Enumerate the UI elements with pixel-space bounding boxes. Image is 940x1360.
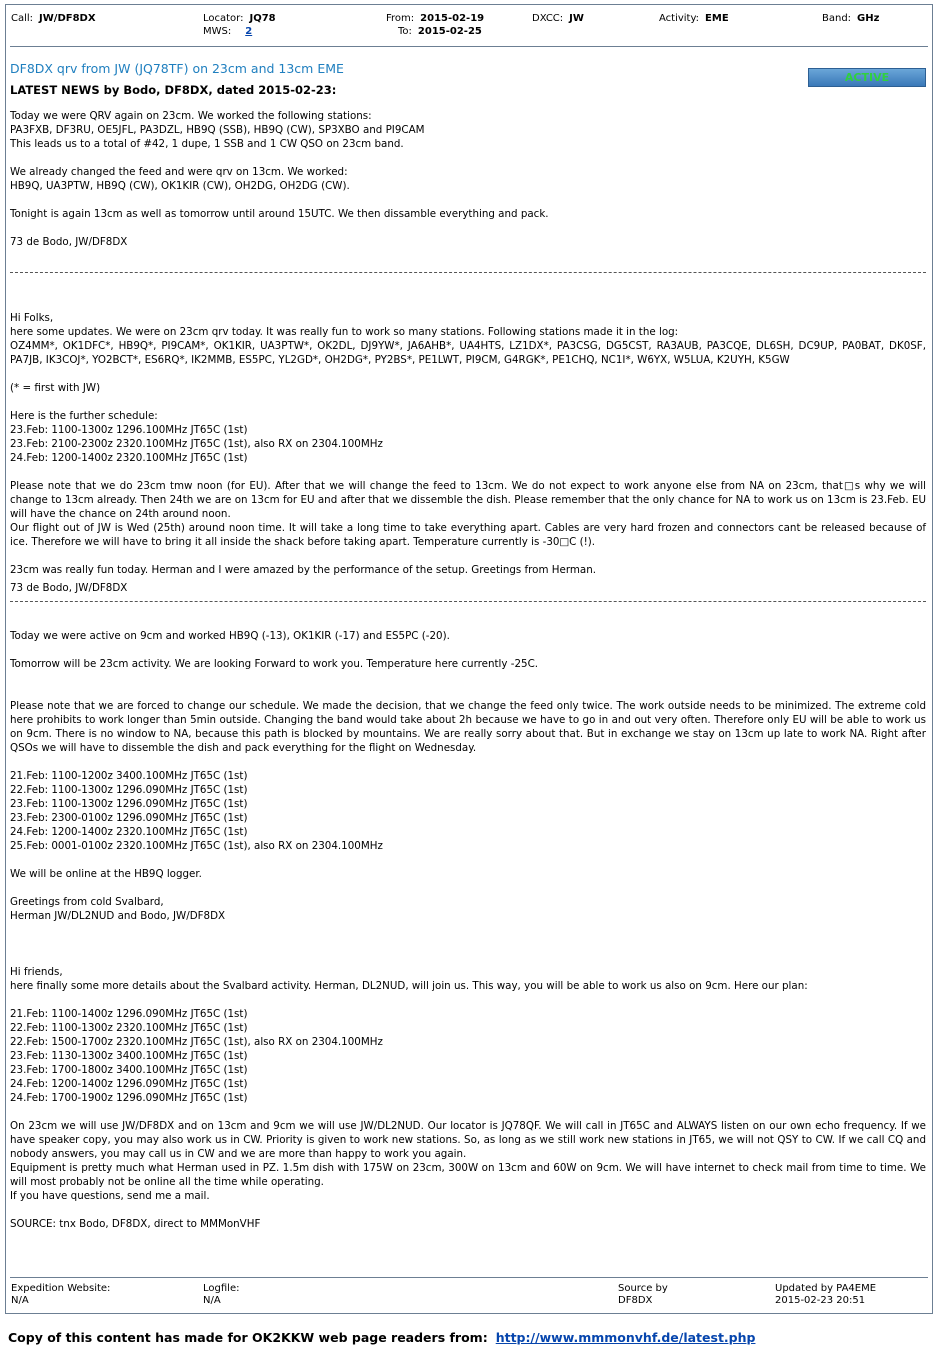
to-label: To: — [398, 26, 412, 37]
source-value: DF8DX — [618, 1295, 653, 1306]
news-paragraph: Our flight out of JW is Wed (25th) around noon time. It will take a long time to take everything apart. Cables are very hard frozen and connectors cant be released because of ice. Therefore we will have to bring it all inside the shack before taking apart. Temperature currently is -30□C (!). — [10, 522, 930, 548]
news-paragraph: Today we were active on 9cm and worked HB9Q (-13), OK1KIR (-17) and ES5PC (-20). — [10, 630, 450, 642]
news-paragraph: (* = first with JW) — [10, 382, 101, 394]
news-paragraph: We already changed the feed and were qrv on 13cm. We worked: HB9Q, UA3PTW, HB9Q (CW), OK1KIR (CW), OH2DG, OH2DG (CW). — [10, 166, 350, 192]
credit-line — [8, 1330, 755, 1345]
dxcc-value: JW — [569, 13, 584, 24]
news-paragraph: Hi friends, here finally some more details about the Svalbard activity. Herman, DL2NUD, will join us. This way, you will be able to work us also on 9cm. Here our plan: — [10, 966, 808, 992]
signature: 73 de Bodo, JW/DF8DX — [10, 582, 128, 594]
activity-field — [659, 13, 729, 24]
news-paragraph: We will be online at the HB9Q logger. — [10, 868, 202, 880]
news-paragraph: Hi Folks, here some updates. We were on 23cm qrv today. It was really fun to work so many stations. Following stations made it in the log: — [10, 312, 679, 338]
from-value: 2015-02-19 — [420, 13, 485, 24]
locator-field — [203, 13, 276, 24]
source-field — [618, 1283, 668, 1307]
source-line: SOURCE: tnx Bodo, DF8DX, direct to MMMonVHF — [10, 1218, 261, 1230]
news-heading: LATEST NEWS by Bodo, DF8DX, dated 2015-02-23: — [10, 83, 337, 97]
credit-link[interactable]: http://www.mmmonvhf.de/latest.php — [495, 1330, 756, 1345]
news-paragraph: Please note that we are forced to change our schedule. We made the decision, that we change the feed only twice. The work outside needs to be minimized. The extreme cold here prohibits to work longer than 5min outside. Changing the band would take about 2h because we have to go in and out very often. Therefore only EU will be able to work us on 9cm. There is no window to NA, because this path is blocked by mountains. We are really sorry about that. But in exchange we stay on 13cm up late to work NA. Right after QSOs we will have to dissemble the dish and pack everything for the flight on Wednesday. — [10, 700, 930, 754]
header-divider — [10, 46, 928, 47]
news-paragraph: Tomorrow will be 23cm activity. We are looking Forward to work you. Temperature here currently -25C. — [10, 658, 539, 670]
dxcc-label: DXCC: — [532, 13, 564, 24]
news-paragraph: Please note that we do 23cm tmw noon (for EU). After that we will change the feed to 13cm. We do not expect to work anyone else from NA on 23cm, that□s why we will change to 13cm already. Then 24th we are on 13cm for EU and after that we dissemble the dish. Please remember that the only chance for NA to work us on 13cm is 23.Feb. EU will have the chance on 24th around noon. — [10, 480, 930, 520]
band-label: Band: — [822, 13, 852, 24]
dxcc-field — [532, 13, 584, 24]
from-field — [386, 13, 484, 24]
updated-label: Updated by PA4EME — [775, 1283, 877, 1294]
logfile-value: N/A — [203, 1295, 221, 1306]
news-paragraph: Today we were QRV again on 23cm. We worked the following stations: PA3FXB, DF3RU, OE5JFL, PA3DZL, HB9Q (SSB), HB9Q (CW), SP3XBO and PI9CAM This leads us to a total of #42, 1 dupe, 1 SSB and 1 CW QSO on 23cm band. — [10, 110, 425, 150]
mws-link[interactable]: 2 — [245, 26, 253, 37]
schedule-list: 21.Feb: 1100-1400z 1296.090MHz JT65C (1st) 22.Feb: 1100-1300z 2320.100MHz JT65C (1st) 22.Feb: 1500-1700z 2320.100MHz JT65C (1st), also RX on 2304.100MHz 23.Feb: 1130-1300z 3400.100MHz JT65C (1st) 23.Feb: 1700-1800z 3400.100MHz JT65C (1st) 24.Feb: 1200-1400z 1296.090MHz JT65C (1st) 24.Feb: 1700-1900z 1296.090MHz JT65C (1st) — [10, 1008, 383, 1104]
locator-label: Locator: — [203, 13, 244, 24]
call-value: JW/DF8DX — [39, 13, 96, 24]
activity-label: Activity: — [659, 13, 700, 24]
news-paragraph: Tonight is again 13cm as well as tomorrow until around 15UTC. We then dissamble everything and pack. — [10, 208, 549, 220]
news-paragraph: Equipment is pretty much what Herman used in PZ. 1.5m dish with 175W on 23cm, 300W on 13cm and 60W on 9cm. We will have internet to check mail from time to time. We will most probably not be online all the time while operating. — [10, 1162, 930, 1188]
source-label: Source by — [618, 1283, 668, 1294]
website-label: Expedition Website: — [11, 1283, 111, 1294]
news-paragraph: If you have questions, send me a mail. — [10, 1190, 210, 1202]
page-title: DF8DX qrv from JW (JQ78TF) on 23cm and 13cm EME — [10, 61, 344, 76]
logfile-field — [203, 1283, 239, 1307]
website-field — [11, 1283, 110, 1307]
news-content — [10, 60, 930, 1231]
footer-divider — [10, 1277, 928, 1278]
mws-label: MWS: — [203, 26, 232, 37]
schedule-list: 21.Feb: 1100-1200z 3400.100MHz JT65C (1st) 22.Feb: 1100-1300z 1296.090MHz JT65C (1st) 23.Feb: 1100-1300z 1296.090MHz JT65C (1st) 23.Feb: 2300-0100z 1296.090MHz JT65C (1st) 24.Feb: 1200-1400z 2320.100MHz JT65C (1st) 25.Feb: 0001-0100z 2320.100MHz JT65C (1st), also RX on 2304.100MHz — [10, 770, 383, 852]
call-label: Call: — [11, 13, 34, 24]
updated-value: 2015-02-23 20:51 — [775, 1295, 866, 1306]
from-label: From: — [386, 13, 415, 24]
to-field — [398, 26, 482, 37]
updated-field — [775, 1283, 876, 1307]
band-field — [822, 13, 879, 24]
news-paragraph: On 23cm we will use JW/DF8DX and on 13cm and 9cm we will use JW/DL2NUD. Our locator is JQ78QF. We will call in JT65C and ALWAYS listen on our own echo frequency. If we have speaker copy, you may also work us in CW. Priority is given to work new stations. So, as long as we still work new stations in JT65, we will not QSY to CW. If we call CQ and nobody answers, you may call us in CW and we are more than happy to work you again. — [10, 1120, 930, 1160]
mws-field — [203, 26, 252, 37]
expedition-panel — [5, 4, 933, 1314]
greeting: Greetings from cold Svalbard, Herman JW/DL2NUD and Bodo, JW/DF8DX — [10, 896, 226, 922]
to-value: 2015-02-25 — [417, 26, 482, 37]
schedule-list: Here is the further schedule: 23.Feb: 1100-1300z 1296.100MHz JT65C (1st) 23.Feb: 2100-2300z 2320.100MHz JT65C (1st), also RX on 2304.100MHz 24.Feb: 1200-1400z 2320.100MHz JT65C (1st) — [10, 410, 383, 464]
logfile-label: Logfile: — [203, 1283, 240, 1294]
news-paragraph: 23cm was really fun today. Herman and I were amazed by the performance of the setup. Greetings from Herman. — [10, 564, 597, 576]
call-field — [11, 13, 96, 24]
band-value: GHz — [857, 13, 880, 24]
station-list: OZ4MM*, OK1DFC*, HB9Q*, PI9CAM*, OK1KIR, UA3PTW*, OK2DL, DJ9YW*, JA6AHB*, UA4HTS, LZ1DX*, PA3CSG, DG5CST, RA3AUB, PA3CQE, DL6SH, DC9UP, PA0BAT, DK0SF, PA7JB, IK3COJ*, YO2BCT*, ES6RQ*, IK2MMB, ES5PC, YL2GD*, OH2DG*, PY2BS*, PE1LWT, PI9CM, G4RGK*, PE1CHQ, NC1I*, W6YX, W5LUA, K2UYH, K5GW — [10, 340, 930, 366]
status-badge: ACTIVE — [808, 68, 926, 87]
signature: 73 de Bodo, JW/DF8DX — [10, 236, 128, 248]
website-value: N/A — [11, 1295, 29, 1306]
locator-value: JQ78 — [249, 13, 276, 24]
credit-text: Copy of this content has made for OK2KKW web page readers from: — [8, 1330, 488, 1345]
activity-value: EME — [705, 13, 729, 24]
